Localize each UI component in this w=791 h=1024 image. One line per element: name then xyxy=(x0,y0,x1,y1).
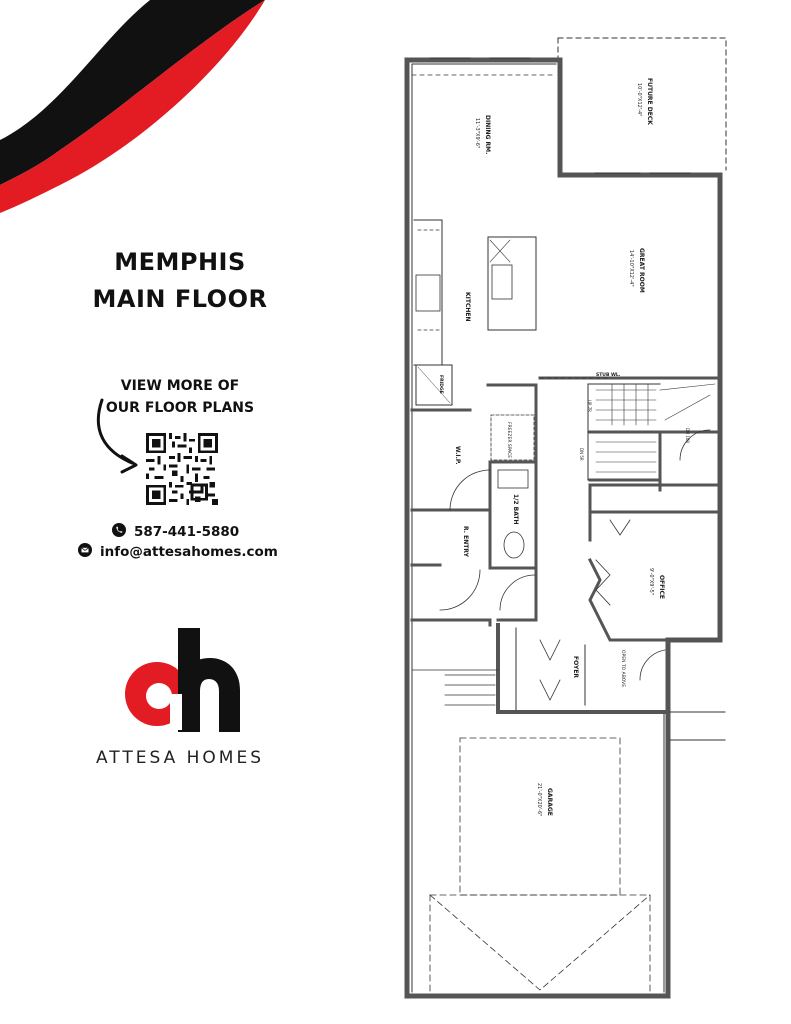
plan-title-line-2: MAIN FLOOR xyxy=(92,285,268,313)
cta-line-1: VIEW MORE OF xyxy=(120,378,240,394)
room-label-half-bath: 1/2 BATH xyxy=(512,494,519,525)
brand-name: ATTESA HOMES xyxy=(95,748,265,768)
room-dims-garage: 21'-0"X20'-6" xyxy=(536,783,542,817)
stair-label-up: UP 7R xyxy=(587,400,592,412)
room-dims-great-room: 14'-10"X12'-4" xyxy=(628,250,634,287)
room-label-fridge: FRIDGE xyxy=(438,375,443,394)
room-label-freezer: FREEZER SPACE xyxy=(506,422,511,459)
room-label-stub-wall: STUB WL. xyxy=(596,373,621,378)
room-dims-dining: 11'-3"X9'-6" xyxy=(474,118,480,149)
room-label-kitchen: KITCHEN xyxy=(464,292,471,322)
room-label-office: OFFICE xyxy=(658,575,665,600)
phone-number: 587-441-5880 xyxy=(134,524,240,540)
room-label-foyer: FOYER xyxy=(572,656,579,679)
room-label-future-deck: FUTURE DECK xyxy=(646,78,653,125)
room-dims-future-deck: 10'-0"X12'-4" xyxy=(636,83,642,117)
room-label-dining: DINING RM. xyxy=(484,115,491,155)
room-label-entry: R. ENTRY xyxy=(462,526,469,557)
stair-label-dn: DN 10R xyxy=(685,428,690,444)
plan-title-line-1: MEMPHIS xyxy=(114,248,246,276)
room-label-open-above: OPEN TO ABOVE xyxy=(620,650,625,688)
email-address: info@attesahomes.com xyxy=(100,544,278,560)
cta-line-2: OUR FLOOR PLANS xyxy=(105,400,255,416)
room-label-garage: GARAGE xyxy=(546,788,553,816)
room-dims-office: 9'-0"X9'-5" xyxy=(648,568,654,596)
room-label-wip: W.I.P. xyxy=(454,446,461,465)
room-label-great-room: GREAT ROOM xyxy=(638,248,645,293)
stair-label-down: DN 5R xyxy=(579,448,584,461)
